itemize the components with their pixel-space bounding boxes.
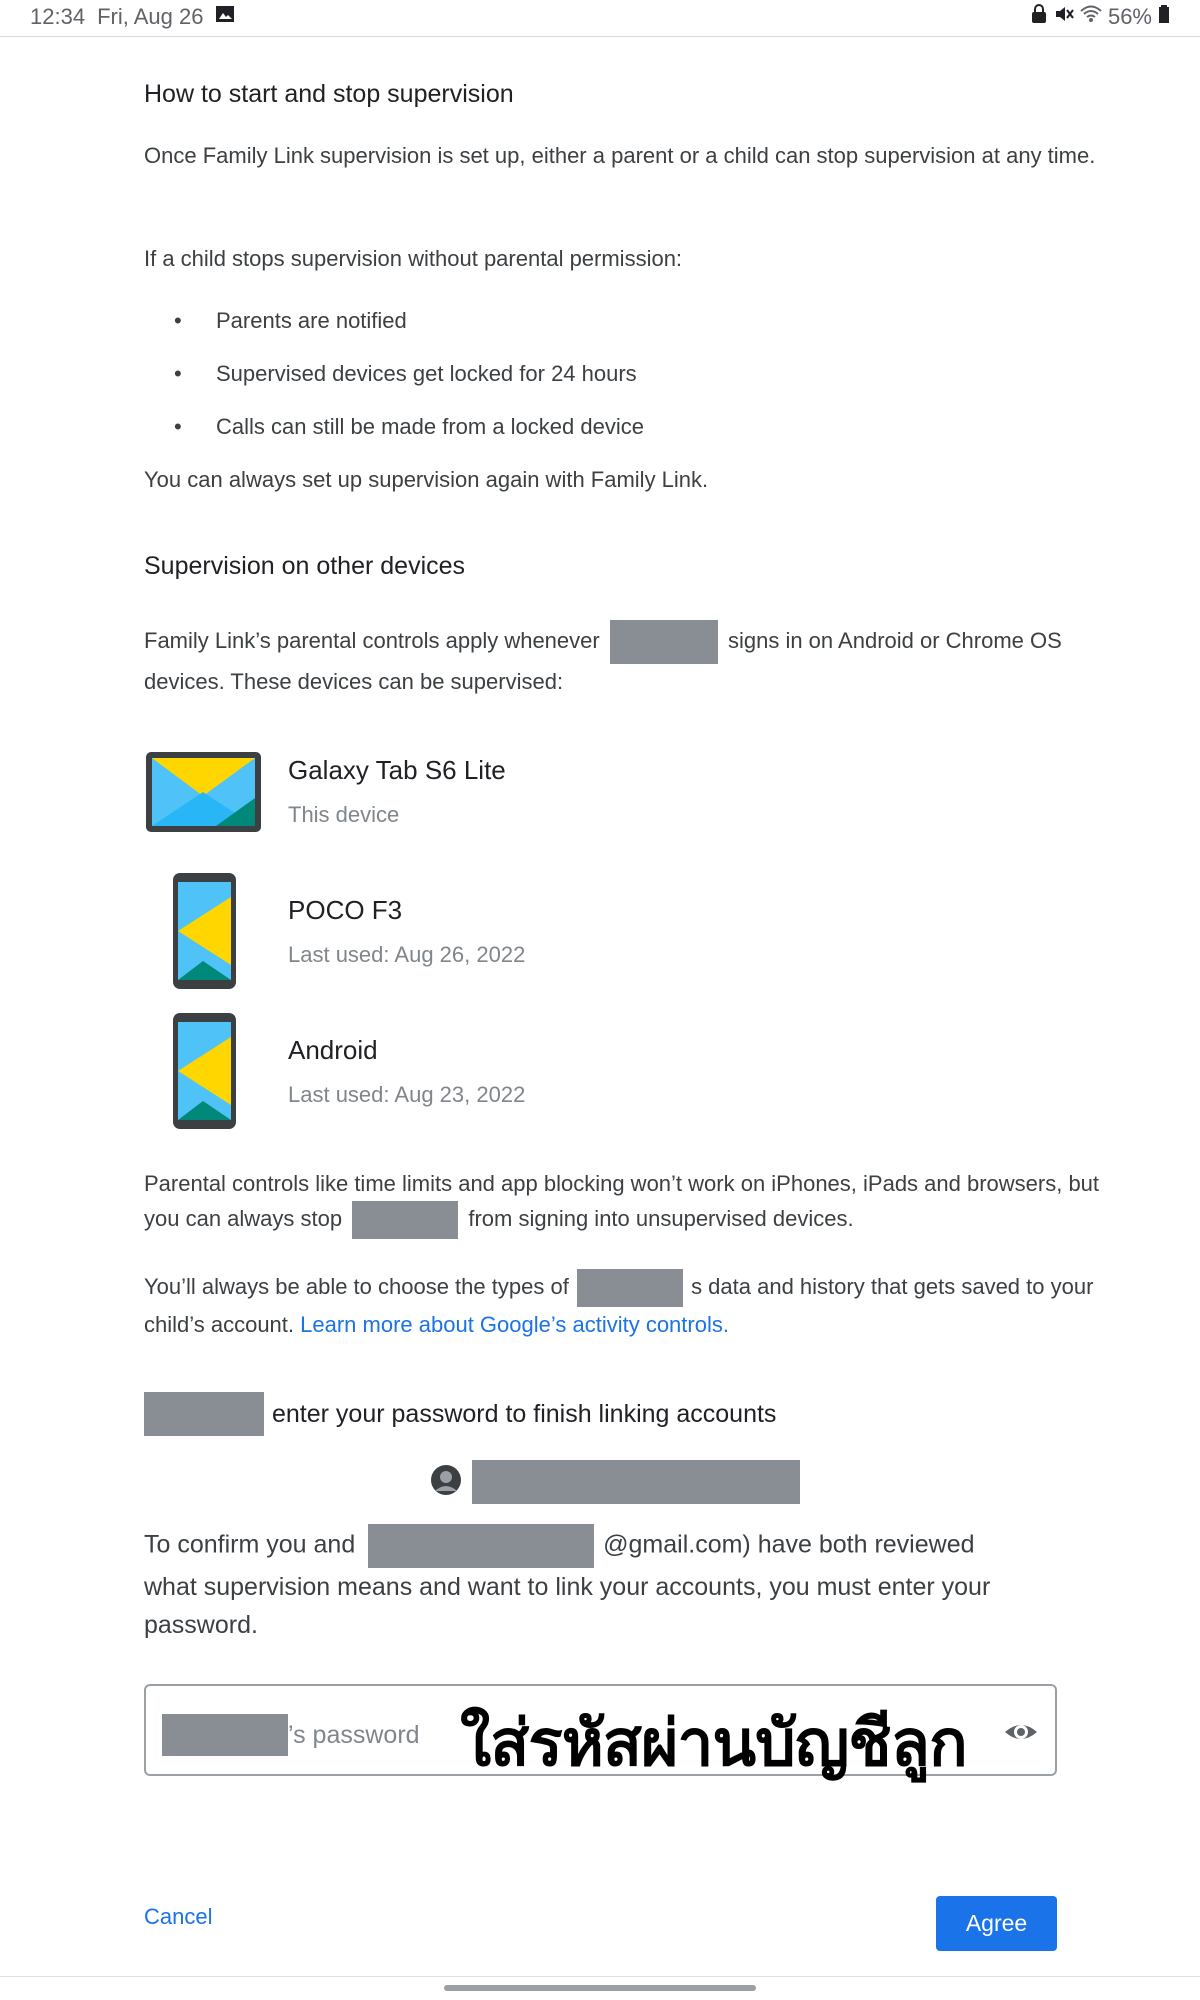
show-password-icon[interactable] (1003, 1714, 1039, 1750)
devices-intro (144, 620, 1134, 699)
phone-icon (173, 873, 236, 994)
lock-icon (1030, 4, 1048, 30)
redacted-name (162, 1714, 288, 1756)
device-last-used: Last used: Aug 26, 2022 (288, 942, 526, 967)
controls-text-a: Parental controls like time limits and app blocking won’t work on iPhones, iPads and browsers, but you can always stop (144, 1171, 1100, 1231)
status-time: 12:34 (30, 4, 86, 29)
activity-controls-link[interactable]: Learn more about Google’s activity controls. (300, 1312, 729, 1338)
annotation-overlay-text: ใส่รหัสผ่านบัญชีลูก (460, 1707, 967, 1779)
redacted-name (610, 620, 718, 664)
device-last-used: Last used: Aug 23, 2022 (288, 1082, 526, 1107)
controls-text (144, 1166, 1104, 1239)
data-text-b: s data and history that gets saved to your child’s account. (144, 1274, 1094, 1338)
cancel-button[interactable]: Cancel (144, 1904, 213, 1929)
divider (0, 1976, 1200, 1977)
redacted-name (577, 1269, 683, 1307)
redacted-name (352, 1201, 458, 1239)
avatar (430, 1464, 462, 1501)
section-title-password: enter your password to finish linking accounts (272, 1399, 777, 1428)
confirm-text-b: @gmail.com) have both reviewed what supervision means and want to link your accounts, you must enter your password. (144, 1530, 991, 1639)
device-name: Android (288, 1035, 378, 1065)
data-text (144, 1269, 1134, 1342)
confirm-text (144, 1524, 1024, 1644)
tablet-icon (146, 752, 261, 837)
phone-icon (173, 1013, 236, 1134)
agree-button[interactable]: Agree (936, 1896, 1057, 1951)
wifi-icon (1080, 4, 1102, 30)
devices-intro-a: Family Link’s parental controls apply whenever (144, 627, 600, 653)
password-label-text: ’s password (288, 1720, 420, 1749)
devices-intro-b: signs in on Android or Chrome OS devices. These devices can be supervised: (144, 627, 1062, 694)
bullet-dot: • (174, 414, 182, 439)
confirm-text-a: To confirm you and (144, 1530, 356, 1559)
footer-text: You can always set up supervision again with Family Link. (144, 467, 709, 492)
redacted-email (472, 1460, 800, 1504)
controls-text-b: from signing into unsupervised devices. (468, 1206, 854, 1231)
status-bar (0, 0, 1200, 37)
redacted-name (144, 1392, 264, 1436)
bullet-item: Parents are notified (216, 308, 407, 333)
mute-icon (1054, 4, 1074, 30)
condition-text: If a child stops supervision without parental permission: (144, 246, 683, 271)
redacted-name (368, 1524, 594, 1568)
bullet-item: Supervised devices get locked for 24 hours (216, 361, 637, 386)
section-title-other-devices: Supervision on other devices (144, 552, 466, 580)
gesture-nav-handle[interactable] (444, 1985, 756, 1991)
bullet-dot: • (174, 308, 182, 333)
status-left (30, 4, 235, 30)
battery-icon (1158, 4, 1170, 30)
battery-text: 56% (1107, 4, 1152, 29)
password-heading (144, 1392, 776, 1436)
device-status: This device (288, 802, 400, 827)
status-right (1030, 4, 1170, 30)
password-label (162, 1714, 420, 1756)
bullet-item: Calls can still be made from a locked device (216, 414, 644, 439)
account-chip (430, 1460, 800, 1504)
password-field[interactable] (144, 1684, 1057, 1779)
device-name: Galaxy Tab S6 Lite (288, 755, 506, 785)
image-icon (215, 4, 235, 30)
intro-text: Once Family Link supervision is set up, either a parent or a child can stop supervision at any time. (144, 143, 1096, 168)
section-title-start-stop: How to start and stop supervision (144, 80, 514, 108)
status-date: Fri, Aug 26 (97, 4, 204, 29)
data-text-a: You’ll always be able to choose the types of (144, 1274, 569, 1299)
device-name: POCO F3 (288, 895, 403, 925)
bullet-dot: • (174, 361, 182, 386)
